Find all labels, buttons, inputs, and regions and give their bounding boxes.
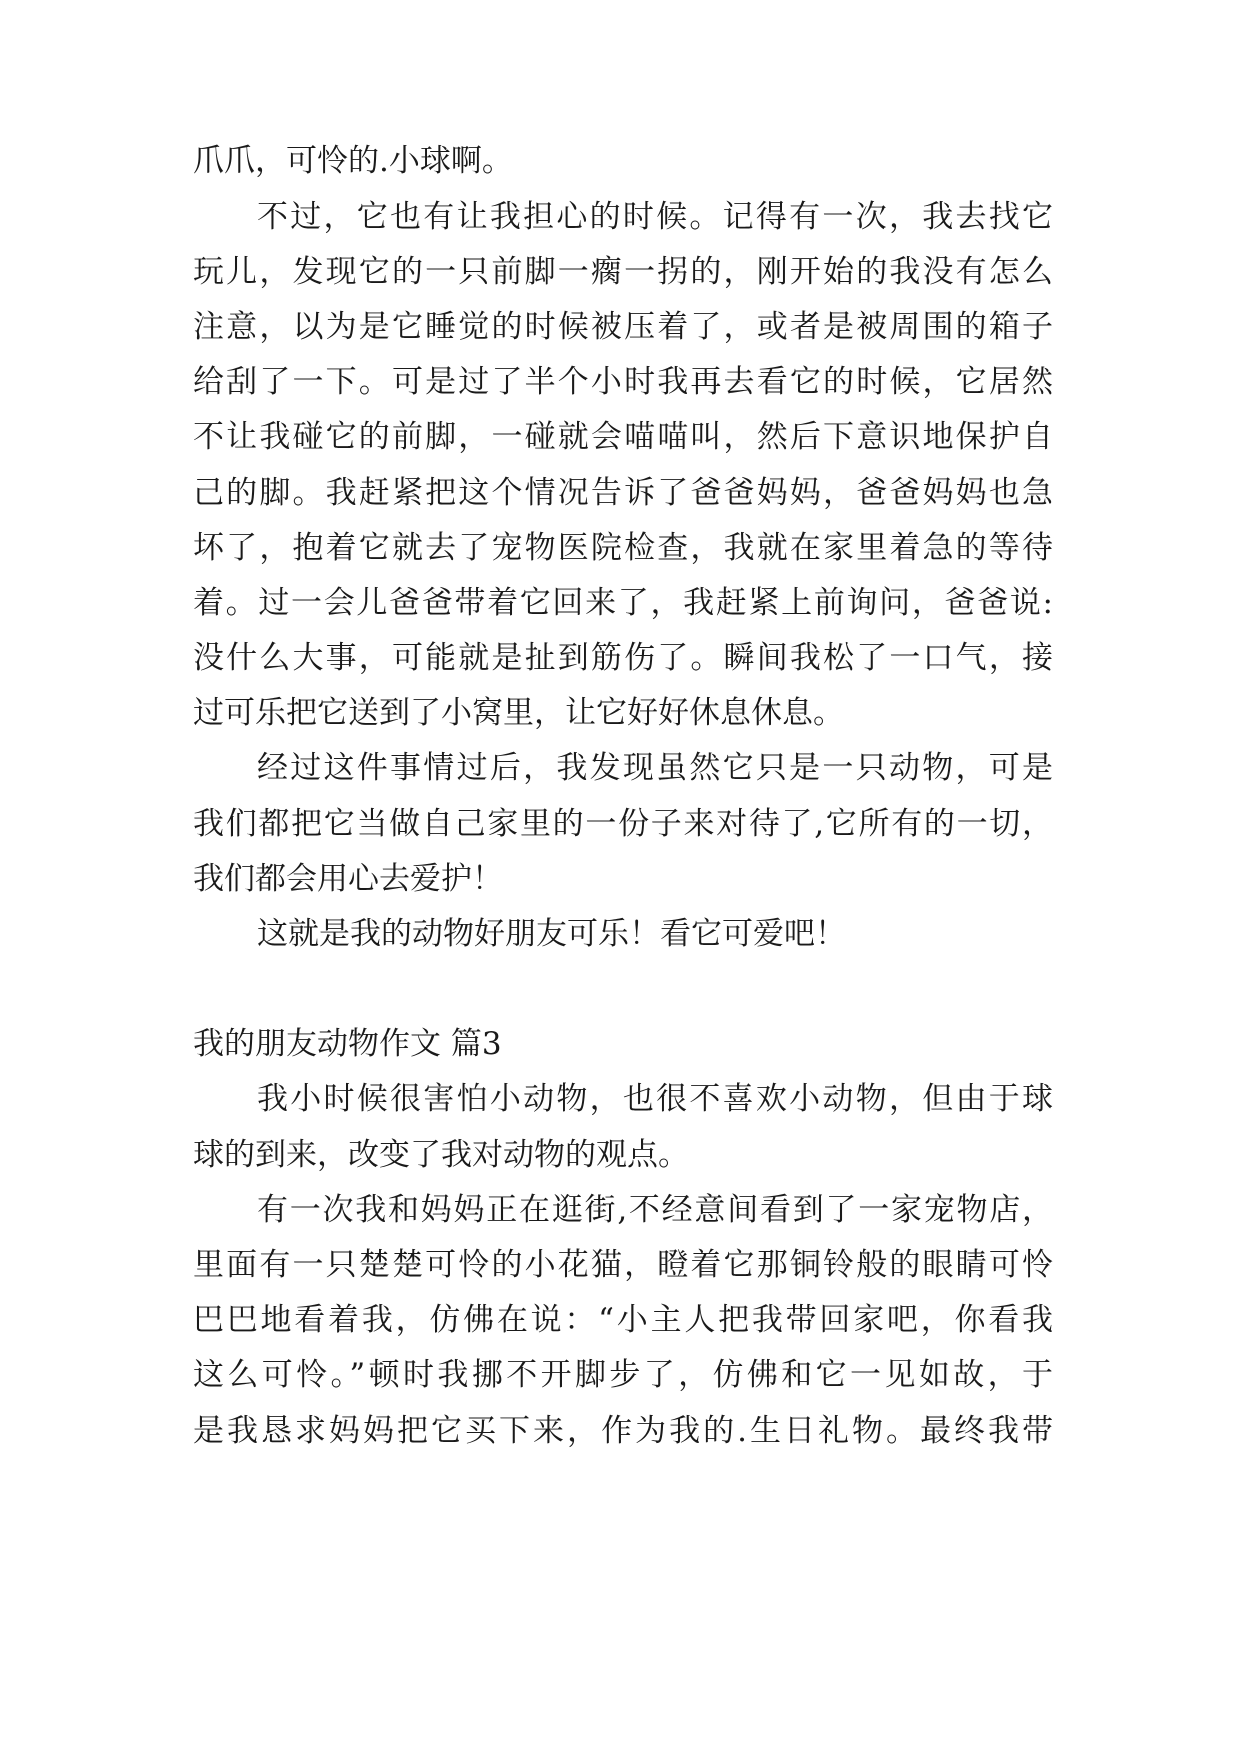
text-line: 我们都会用心去爱护！ [193,861,503,897]
text-line: 里面有一只楚楚可怜的小花猫，瞪着它那铜铃般的眼睛可怜 [193,1247,1053,1283]
text-line: 球的到来，改变了我对动物的观点。 [193,1137,689,1173]
text-line: 巴巴地看着我，仿佛在说：“小主人把我带回家吧，你看我 [193,1302,1053,1338]
text-line: 是我恳求妈妈把它买下来，作为我的.生日礼物。最终我带 [193,1413,1053,1449]
text-line: 坏了，抱着它就去了宠物医院检查，我就在家里着急的等待 [193,530,1053,566]
text-line: 我小时候很害怕小动物，也很不喜欢小动物，但由于球 [257,1081,1053,1117]
text-line: 过可乐把它送到了小窝里，让它好好休息休息。 [193,695,844,731]
text-line: 给刮了一下。可是过了半个小时我再去看它的时候，它居然 [193,364,1053,400]
text-line: 没什么大事，可能就是扯到筋伤了。瞬间我松了一口气，接 [193,640,1053,676]
text-line: 不让我碰它的前脚，一碰就会喵喵叫，然后下意识地保护自 [193,419,1053,455]
text-line: 着。过一会儿爸爸带着它回来了，我赶紧上前询问，爸爸说: [193,585,1053,621]
section-heading: 我的朋友动物作文 篇3 [193,1026,502,1062]
text-line: 爪爪，可怜的.小球啊。 [193,143,513,179]
text-line: 玩儿，发现它的一只前脚一瘸一拐的，刚开始的我没有怎么 [193,254,1053,290]
text-line: 己的脚。我赶紧把这个情况告诉了爸爸妈妈，爸爸妈妈也急 [193,475,1053,511]
text-line: 这么可怜。”顿时我挪不开脚步了，仿佛和它一见如故，于 [193,1357,1053,1393]
text-line: 不过，它也有让我担心的时候。记得有一次，我去找它 [257,199,1053,235]
text-line: 这就是我的动物好朋友可乐！看它可爱吧！ [257,916,846,952]
text-line: 有一次我和妈妈正在逛街,不经意间看到了一家宠物店， [257,1192,1053,1228]
text-line: 注意，以为是它睡觉的时候被压着了，或者是被周围的箱子 [193,309,1053,345]
text-line: 经过这件事情过后，我发现虽然它只是一只动物，可是 [257,750,1053,786]
text-line: 我们都把它当做自己家里的一份子来对待了,它所有的一切， [193,806,1053,842]
